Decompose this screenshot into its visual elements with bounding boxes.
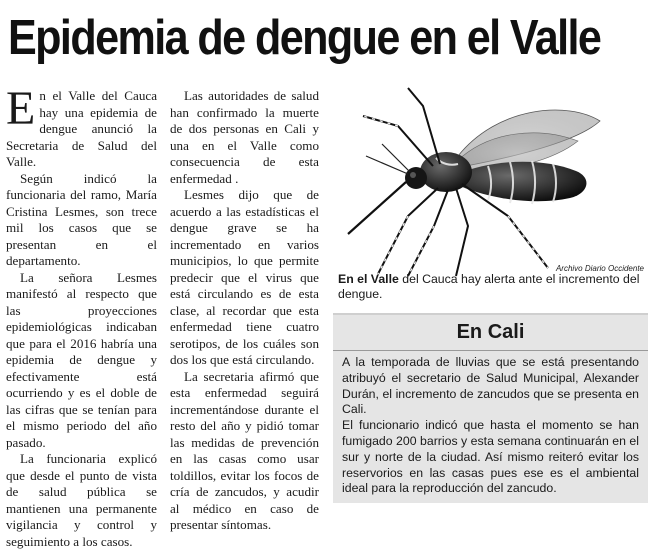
sidebar-paragraph: A la temporada de lluvias que se está presentando atribuyó el secretario de Salud Municipal, Alexander Durán, el incremento de zancudos que se presenta en Cali. <box>342 355 639 417</box>
article-column-2 <box>170 88 319 534</box>
article-paragraph: La funcionaria explicó que desde el punto de vista de salud pública se mantienen una permanente vigilancia y control y seguimiento a los casos. <box>6 451 157 549</box>
headline: Epidemia de dengue en el Valle <box>8 11 601 65</box>
caption-text: del Cauca hay alerta ante el incremento del dengue. <box>338 272 640 301</box>
article-paragraph: Lesmes dijo que de acuerdo a las estadísticas el dengue grave se ha incrementado en varios municipios, lo que permite predecir que el virus que está circulando es de esta clase, al recordar que esta enfermedad tiene cuatro serotipos, de los cuáles son dos los que está circulando. <box>170 187 319 367</box>
article-paragraph: Las autoridades de salud han confirmado la muerte de dos personas en Cali y una en el Valle como consecuencia de esta enfermedad . <box>170 88 319 186</box>
sidebar-title: En Cali <box>456 321 525 343</box>
photo-caption <box>338 272 643 301</box>
article-paragraph: La secretaria afirmó que esta enfermedad seguirá incrementándose durante el resto del año y pidió tomar las medidas de prevención en las casas como usar toldillos, evitar los focos de cría de zancudos, y acudir al médico en caso de presentar síntomas. <box>170 368 319 532</box>
article-column-1 <box>6 82 157 550</box>
drop-cap: E <box>6 82 36 135</box>
article-paragraph: Según indicó la funcionaria del ramo, María Cristina Lesmes, son trece mil los casos que se presentan en el departamento. <box>6 170 157 268</box>
sidebar-body <box>333 351 648 497</box>
mosquito-photo <box>338 86 644 278</box>
article-paragraph: La señora Lesmes manifestó al respecto que las proyecciones epidemiológicas indicaban que para el 2016 habría una epidemia de dengue y efectivamente está ocurriendo y es el doble de las cifras que se tenían para el mismo periodo del año pasado. <box>6 269 157 450</box>
photo-credit: Archivo Diario Occidente <box>555 264 644 273</box>
sidebar-box <box>333 313 648 503</box>
caption-lead: En el Valle <box>338 272 399 286</box>
article-paragraph: En el Valle del Cauca hay una epidemia de dengue anunció la Secretaria de Salud del Valle. <box>6 82 157 169</box>
sidebar-paragraph: El funcionario indicó que hasta el momento se han fumigado 200 barrios y esta semana continuarán en el sur y norte de la ciudad. Así mismo reiteró evitar los reservorios en las casas pues ese es el ambiental ideal para la reproducción del zancudo. <box>342 418 639 496</box>
